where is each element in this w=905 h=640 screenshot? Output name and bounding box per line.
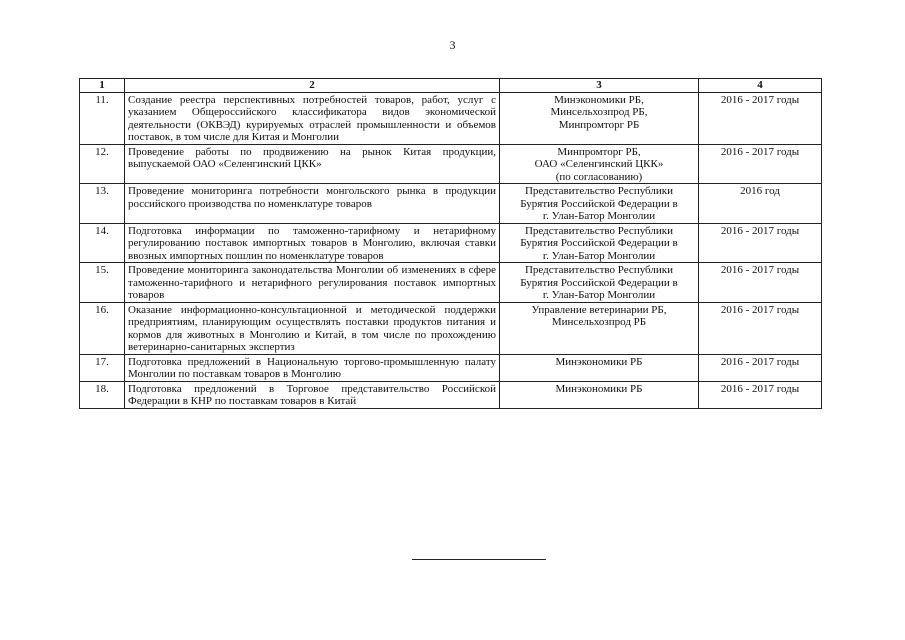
- row-task: Оказание информационно-консультационной и методической поддержки предприятиям, планирующим осуществлять поставки продуктов питания и кормов для животных в Монголию и Китай, в том числе по прохождению ветеринарно-санитарных экспертиз: [125, 302, 500, 354]
- table-row: [80, 92, 822, 144]
- executor-line: Представительство Республики: [524, 185, 673, 197]
- executor-line: Минэкономики РБ: [555, 355, 643, 368]
- executor-line: Бурятия Российской Федерации в: [520, 276, 678, 289]
- executor-line: Минэкономики РБ: [555, 382, 643, 395]
- row-executors: [500, 144, 699, 184]
- row-number: 12.: [80, 144, 125, 184]
- row-term: 2016 год: [699, 184, 822, 224]
- row-task: Проведение мониторинга потребности монгольского рынка в продукции российского производства по номенклатуре товаров: [125, 184, 500, 224]
- row-task: Подготовка предложений в Торговое представительство Российской Федерации в КНР по поставкам товаров в Китай: [125, 381, 500, 408]
- row-task: Проведение мониторинга законодательства Монголии об изменениях в сфере таможенно-тарифного и нетарифного регулирования поставок импортных товаров: [125, 263, 500, 303]
- row-number: 16.: [80, 302, 125, 354]
- row-executors: [500, 263, 699, 303]
- table-row: [80, 381, 822, 408]
- table-row: [80, 223, 822, 263]
- executor-line: Минэкономики РБ,: [554, 93, 644, 106]
- row-term: 2016 - 2017 годы: [699, 223, 822, 263]
- row-term: 2016 - 2017 годы: [699, 263, 822, 303]
- executor-line: Бурятия Российской Федерации в: [520, 197, 678, 210]
- row-task: Создание реестра перспективных потребностей товаров, работ, услуг с указанием Общероссийского классификатора видов экономической деятельности (ОКВЭД) курируемых отраслей промышленности и объемов поставок, в том числе для Китая и Монголии: [125, 92, 500, 144]
- row-term: 2016 - 2017 годы: [699, 354, 822, 381]
- row-term: 2016 - 2017 годы: [699, 381, 822, 408]
- row-number: 11.: [80, 92, 125, 144]
- row-executors: [500, 184, 699, 224]
- executor-line: Минсельхозпрод РБ: [551, 316, 647, 328]
- executor-line: Управление ветеринарии РБ,: [531, 303, 667, 316]
- row-task: Подготовка информации по таможенно-тарифному и нетарифному регулированию поставок импортных товаров в Монголию, включая ставки ввозных импортных пошлин по номенклатуре товаров: [125, 223, 500, 263]
- executor-line: г. Улан-Батор Монголии: [542, 249, 656, 262]
- row-executors: [500, 223, 699, 263]
- table-header-row: [80, 79, 822, 93]
- row-number: 14.: [80, 223, 125, 263]
- executor-line: (по согласованию): [555, 170, 643, 183]
- executor-line: Бурятия Российской Федерации в: [520, 237, 678, 249]
- executor-line: г. Улан-Батор Монголии: [542, 210, 656, 222]
- executor-line: ОАО «Селенгинский ЦКК»: [534, 158, 664, 170]
- table-row: [80, 354, 822, 381]
- row-executors: [500, 302, 699, 354]
- column-header-executors: 3: [500, 79, 699, 93]
- executor-line: Представительство Республики: [524, 224, 673, 237]
- table-row: [80, 184, 822, 224]
- row-task: Подготовка предложений в Национальную торгово-промышленную палату Монголии по поставкам товаров в Монголию: [125, 354, 500, 381]
- column-header-task: 2: [125, 79, 500, 93]
- executor-line: Представительство Республики: [524, 264, 673, 276]
- row-number: 17.: [80, 354, 125, 381]
- executor-line: Минпромторг РБ: [558, 118, 640, 131]
- row-term: 2016 - 2017 годы: [699, 92, 822, 144]
- row-number: 15.: [80, 263, 125, 303]
- table-row: [80, 144, 822, 184]
- row-number: 18.: [80, 381, 125, 408]
- column-header-number: 1: [80, 79, 125, 93]
- page-number: 3: [449, 38, 456, 52]
- executor-line: г. Улан-Батор Монголии: [542, 289, 656, 301]
- row-executors: [500, 354, 699, 381]
- table-row: [80, 263, 822, 303]
- row-term: 2016 - 2017 годы: [699, 302, 822, 354]
- column-header-term: 4: [699, 79, 822, 93]
- action-plan-table: [79, 78, 822, 409]
- row-executors: [500, 92, 699, 144]
- table-row: [80, 302, 822, 354]
- end-of-document-rule: [412, 559, 546, 560]
- row-number: 13.: [80, 184, 125, 224]
- row-executors: [500, 381, 699, 408]
- executor-line: Минсельхозпрод РБ,: [550, 106, 648, 118]
- executor-line: Минпромторг РБ,: [557, 145, 641, 158]
- row-task: Проведение работы по продвижению на рынок Китая продукции, выпускаемой ОАО «Селенгинский ЦКК»: [125, 144, 500, 184]
- row-term: 2016 - 2017 годы: [699, 144, 822, 184]
